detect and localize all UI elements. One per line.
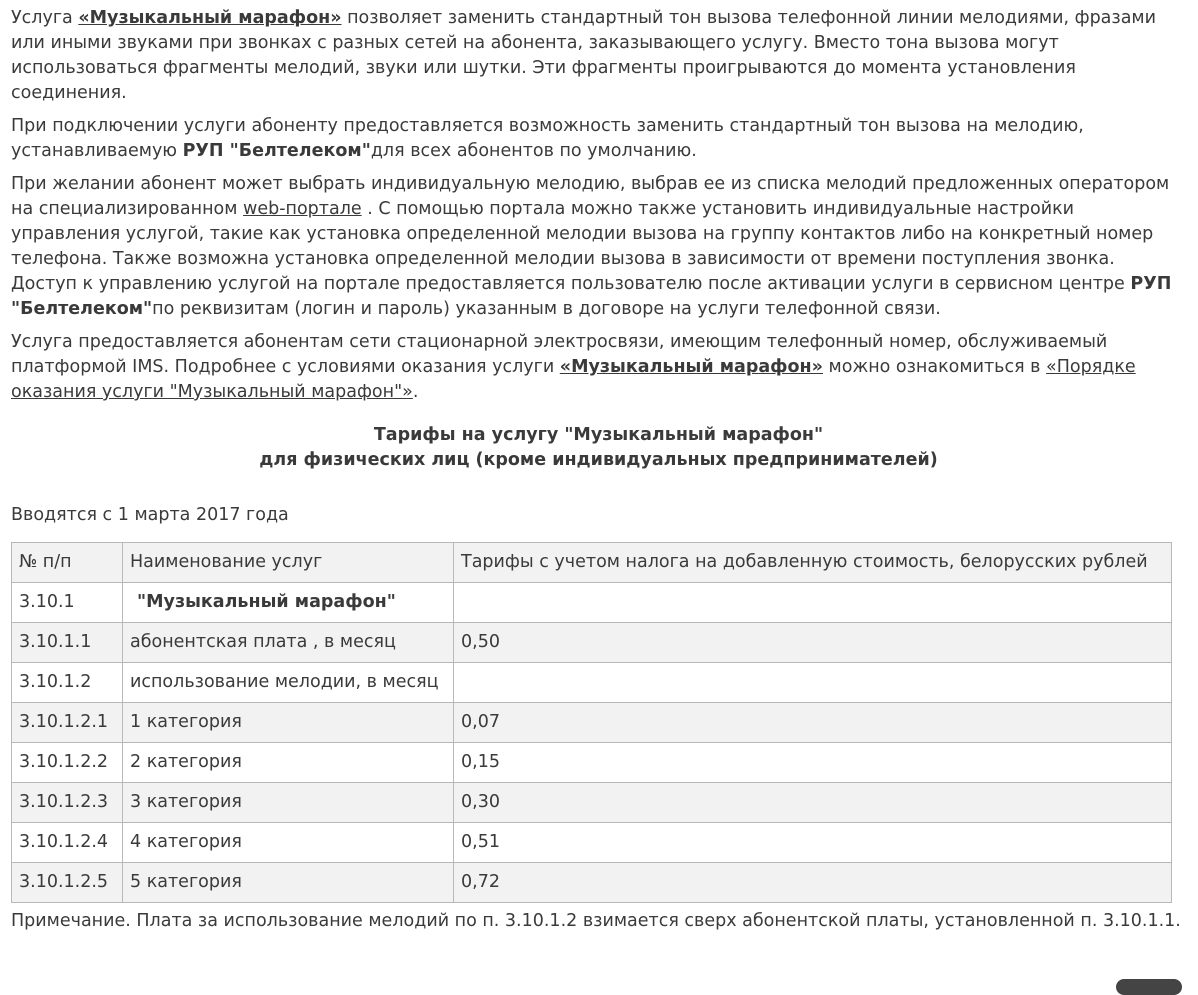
footnote: Примечание. Плата за использование мелодий по п. 3.10.1.2 взимается сверх абонентской платы, установленной п. 3.10.1.1. — [11, 911, 1181, 931]
effective-date: Вводятся с 1 марта 2017 года — [11, 505, 289, 525]
table-header-row — [12, 543, 1172, 583]
paragraph-intro: Услуга «Музыкальный марафон» позволяет заменить стандартный тон вызова телефонной линии мелодиями, фразами или иными звуками при звонках с разных сетей на абонента, заказывающего услугу. Вместо тона вызова могут использоваться фрагменты мелодий, звуки или шутки. Эти фрагменты проигрываются до момента установления соединения. — [11, 8, 1157, 103]
row-number: 3.10.1.2.4 — [12, 823, 123, 863]
row-number: 3.10.1 — [12, 583, 123, 623]
tariff-heading — [11, 423, 1186, 473]
web-portal-link[interactable]: web-портале — [243, 199, 362, 219]
row-service: 4 категория — [123, 823, 454, 863]
scroll-to-top-button[interactable] — [1116, 979, 1182, 995]
row-number: 3.10.1.2.1 — [12, 703, 123, 743]
table-row — [12, 783, 1172, 823]
row-tariff: 0,51 — [454, 823, 1172, 863]
row-tariff: 0,07 — [454, 703, 1172, 743]
org-name: РУП "Белтелеком" — [182, 141, 371, 161]
table-row — [12, 663, 1172, 703]
row-number: 3.10.1.2.3 — [12, 783, 123, 823]
paragraph-availability: Услуга предоставляется абонентам сети стационарной электросвязи, имеющим телефонный номер, обслуживаемый платформой IMS. Подробнее с условиями оказания услуги «Музыкальный марафон» можно ознакомиться в «Порядке оказания услуги "Музыкальный марафон"». — [11, 332, 1136, 402]
header-cell: Тарифы с учетом налога на добавленную стоимость, белорусских рублей — [454, 543, 1172, 583]
row-service: абонентская плата , в месяц — [123, 623, 454, 663]
tariff-heading-line1: Тарифы на услугу "Музыкальный марафон" — [373, 425, 824, 445]
table-row — [12, 863, 1172, 903]
table-row — [12, 743, 1172, 783]
service-link[interactable]: «Музыкальный марафон» — [559, 357, 823, 377]
row-tariff — [454, 583, 1172, 623]
row-service: использование мелодии, в месяц — [123, 663, 454, 703]
table-row — [12, 623, 1172, 663]
tariff-heading-line2: для физических лиц (кроме индивидуальных предпринимателей) — [259, 450, 938, 470]
row-service: 1 категория — [123, 703, 454, 743]
row-service: "Музыкальный марафон" — [123, 583, 454, 623]
row-tariff: 0,50 — [454, 623, 1172, 663]
tariff-table — [11, 542, 1172, 903]
article-content — [11, 6, 1186, 934]
paragraph-default-melody: При подключении услуги абоненту предоставляется возможность заменить стандартный тон вызова на мелодию, устанавливаемую РУП "Белтелеком"для всех абонентов по умолчанию. — [11, 116, 1084, 161]
row-service: 3 категория — [123, 783, 454, 823]
table-row — [12, 823, 1172, 863]
row-tariff — [454, 663, 1172, 703]
paragraph-portal: При желании абонент может выбрать индивидуальную мелодию, выбрав ее из списка мелодий предложенных оператором на специализированном web-портале . С помощью портала можно также установить индивидуальные настройки управления услугой, такие как установка определенной мелодии вызова на группу контактов либо на конкретный номер телефона. Также возможна установка определенной мелодии вызова в зависимости от времени поступления звонка. Доступ к управлению услугой на портале предоставляется пользователю после активации услуги в сервисном центре РУП "Белтелеком"по реквизитам (логин и пароль) указанным в договоре на услуги телефонной связи. — [11, 174, 1172, 319]
row-tariff: 0,15 — [454, 743, 1172, 783]
row-tariff: 0,30 — [454, 783, 1172, 823]
row-number: 3.10.1.2.5 — [12, 863, 123, 903]
row-tariff: 0,72 — [454, 863, 1172, 903]
row-service: 2 категория — [123, 743, 454, 783]
header-cell: № п/п — [12, 543, 123, 583]
row-service: 5 категория — [123, 863, 454, 903]
service-link[interactable]: «Музыкальный марафон» — [78, 8, 342, 28]
row-number: 3.10.1.2.2 — [12, 743, 123, 783]
row-number: 3.10.1.2 — [12, 663, 123, 703]
header-cell: Наименование услуг — [123, 543, 454, 583]
table-row — [12, 703, 1172, 743]
service-order-link[interactable]: «Порядке оказания услуги "Музыкальный марафон"» — [11, 357, 1136, 402]
table-row — [12, 583, 1172, 623]
org-name: РУП "Белтелеком" — [11, 274, 1172, 319]
row-number: 3.10.1.1 — [12, 623, 123, 663]
